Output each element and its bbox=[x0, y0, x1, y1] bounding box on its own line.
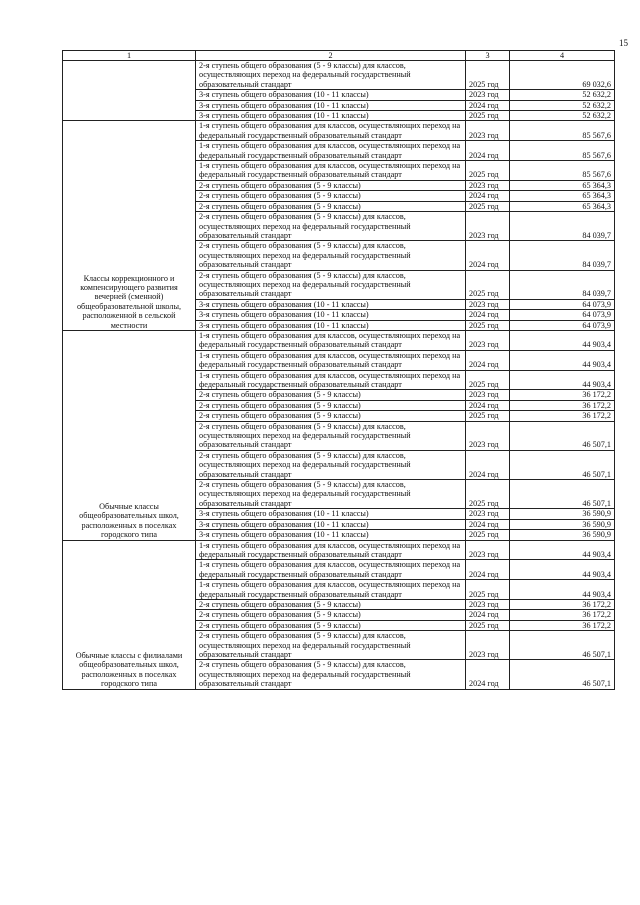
value-cell: 85 567,6 bbox=[510, 121, 615, 141]
year-cell: 2024 год bbox=[466, 100, 510, 110]
value-cell: 36 172,2 bbox=[510, 390, 615, 400]
year-cell: 2024 год bbox=[466, 400, 510, 410]
education-level-cell: 3-я ступень общего образования (10 - 11 классы) bbox=[196, 530, 466, 540]
year-cell: 2024 год bbox=[466, 191, 510, 201]
year-cell: 2025 год bbox=[466, 480, 510, 509]
year-cell: 2024 год bbox=[466, 241, 510, 270]
year-cell: 2023 год bbox=[466, 121, 510, 141]
education-level-cell: 1-я ступень общего образования для классов, осуществляющих переход на федеральный государственный образовательный стандарт bbox=[196, 330, 466, 350]
value-cell: 65 364,3 bbox=[510, 201, 615, 211]
column-header: 4 bbox=[510, 51, 615, 61]
year-cell: 2023 год bbox=[466, 599, 510, 609]
education-level-cell: 1-я ступень общего образования для классов, осуществляющих переход на федеральный государственный образовательный стандарт bbox=[196, 370, 466, 390]
value-cell: 36 172,2 bbox=[510, 599, 615, 609]
year-cell: 2023 год bbox=[466, 330, 510, 350]
year-cell: 2024 год bbox=[466, 310, 510, 320]
education-level-cell: 1-я ступень общего образования для классов, осуществляющих переход на федеральный государственный образовательный стандарт bbox=[196, 350, 466, 370]
value-cell: 46 507,1 bbox=[510, 660, 615, 689]
education-level-cell: 2-я ступень общего образования (5 - 9 классы) bbox=[196, 400, 466, 410]
value-cell: 84 039,7 bbox=[510, 212, 615, 241]
education-level-cell: 1-я ступень общего образования для классов, осуществляющих переход на федеральный государственный образовательный стандарт bbox=[196, 540, 466, 560]
education-level-cell: 2-я ступень общего образования (5 - 9 классы) для классов, осуществляющих переход на федеральный государственный образовательный стандарт bbox=[196, 631, 466, 660]
value-cell: 65 364,3 bbox=[510, 180, 615, 190]
year-cell: 2025 год bbox=[466, 201, 510, 211]
value-cell: 46 507,1 bbox=[510, 480, 615, 509]
value-cell: 44 903,4 bbox=[510, 330, 615, 350]
education-level-cell: 1-я ступень общего образования для классов, осуществляющих переход на федеральный государственный образовательный стандарт bbox=[196, 121, 466, 141]
year-cell: 2023 год bbox=[466, 212, 510, 241]
value-cell: 65 364,3 bbox=[510, 191, 615, 201]
education-level-cell: 3-я ступень общего образования (10 - 11 классы) bbox=[196, 100, 466, 110]
year-cell: 2024 год bbox=[466, 560, 510, 580]
education-level-cell: 1-я ступень общего образования для классов, осуществляющих переход на федеральный государственный образовательный стандарт bbox=[196, 580, 466, 600]
table-header-row bbox=[63, 51, 615, 61]
value-cell: 36 590,9 bbox=[510, 530, 615, 540]
education-level-cell: 2-я ступень общего образования (5 - 9 классы) bbox=[196, 390, 466, 400]
page-number: 15 bbox=[619, 38, 628, 48]
year-cell: 2025 год bbox=[466, 370, 510, 390]
education-level-cell: 2-я ступень общего образования (5 - 9 классы) для классов, осуществляющих переход на федеральный государственный образовательный стандарт bbox=[196, 241, 466, 270]
column-header: 2 bbox=[196, 51, 466, 61]
value-cell: 44 903,4 bbox=[510, 580, 615, 600]
year-cell: 2023 год bbox=[466, 390, 510, 400]
year-cell: 2023 год bbox=[466, 90, 510, 100]
year-cell: 2023 год bbox=[466, 509, 510, 519]
education-level-cell: 2-я ступень общего образования (5 - 9 классы) bbox=[196, 180, 466, 190]
education-level-cell: 2-я ступень общего образования (5 - 9 классы) bbox=[196, 191, 466, 201]
table-row bbox=[63, 330, 615, 350]
year-cell: 2025 год bbox=[466, 161, 510, 181]
education-level-cell: 2-я ступень общего образования (5 - 9 классы) bbox=[196, 620, 466, 630]
year-cell: 2023 год bbox=[466, 540, 510, 560]
year-cell: 2024 год bbox=[466, 141, 510, 161]
year-cell: 2024 год bbox=[466, 660, 510, 689]
table-row bbox=[63, 121, 615, 141]
education-level-cell: 2-я ступень общего образования (5 - 9 классы) bbox=[196, 411, 466, 421]
education-level-cell: 3-я ступень общего образования (10 - 11 классы) bbox=[196, 320, 466, 330]
year-cell: 2024 год bbox=[466, 350, 510, 370]
value-cell: 36 172,2 bbox=[510, 400, 615, 410]
education-level-cell: 3-я ступень общего образования (10 - 11 классы) bbox=[196, 299, 466, 309]
value-cell: 44 903,4 bbox=[510, 370, 615, 390]
year-cell: 2023 год bbox=[466, 631, 510, 660]
table-body bbox=[63, 61, 615, 690]
education-level-cell: 3-я ступень общего образования (10 - 11 классы) bbox=[196, 90, 466, 100]
education-level-cell: 2-я ступень общего образования (5 - 9 классы) для классов, осуществляющих переход на федеральный государственный образовательный стандарт bbox=[196, 421, 466, 450]
education-level-cell: 1-я ступень общего образования для классов, осуществляющих переход на федеральный государственный образовательный стандарт bbox=[196, 161, 466, 181]
year-cell: 2023 год bbox=[466, 299, 510, 309]
value-cell: 64 073,9 bbox=[510, 320, 615, 330]
value-cell: 44 903,4 bbox=[510, 350, 615, 370]
value-cell: 84 039,7 bbox=[510, 270, 615, 299]
year-cell: 2025 год bbox=[466, 320, 510, 330]
education-level-cell: 2-я ступень общего образования (5 - 9 классы) для классов, осуществляющих переход на федеральный государственный образовательный стандарт bbox=[196, 212, 466, 241]
value-cell: 46 507,1 bbox=[510, 631, 615, 660]
category-cell bbox=[63, 61, 196, 121]
table-row bbox=[63, 61, 615, 90]
education-level-cell: 2-я ступень общего образования (5 - 9 классы) bbox=[196, 201, 466, 211]
value-cell: 69 032,6 bbox=[510, 61, 615, 90]
value-cell: 52 632,2 bbox=[510, 100, 615, 110]
value-cell: 52 632,2 bbox=[510, 90, 615, 100]
education-level-cell: 3-я ступень общего образования (10 - 11 классы) bbox=[196, 310, 466, 320]
year-cell: 2023 год bbox=[466, 180, 510, 190]
value-cell: 85 567,6 bbox=[510, 161, 615, 181]
value-cell: 85 567,6 bbox=[510, 141, 615, 161]
education-level-cell: 3-я ступень общего образования (10 - 11 классы) bbox=[196, 111, 466, 121]
year-cell: 2024 год bbox=[466, 610, 510, 620]
value-cell: 36 172,2 bbox=[510, 620, 615, 630]
value-cell: 36 172,2 bbox=[510, 610, 615, 620]
value-cell: 44 903,4 bbox=[510, 540, 615, 560]
education-level-cell: 2-я ступень общего образования (5 - 9 классы) для классов, осуществляющих переход на федеральный государственный образовательный стандарт bbox=[196, 450, 466, 479]
column-header: 3 bbox=[466, 51, 510, 61]
value-cell: 64 073,9 bbox=[510, 310, 615, 320]
education-level-cell: 3-я ступень общего образования (10 - 11 классы) bbox=[196, 509, 466, 519]
value-cell: 52 632,2 bbox=[510, 111, 615, 121]
value-cell: 36 590,9 bbox=[510, 519, 615, 529]
value-cell: 36 590,9 bbox=[510, 509, 615, 519]
education-level-cell: 2-я ступень общего образования (5 - 9 классы) для классов, осуществляющих переход на федеральный государственный образовательный стандарт bbox=[196, 480, 466, 509]
education-level-cell: 1-я ступень общего образования для классов, осуществляющих переход на федеральный государственный образовательный стандарт bbox=[196, 560, 466, 580]
value-cell: 84 039,7 bbox=[510, 241, 615, 270]
education-level-cell: 2-я ступень общего образования (5 - 9 классы) bbox=[196, 610, 466, 620]
year-cell: 2023 год bbox=[466, 421, 510, 450]
category-cell: Обычные классы с филиалами общеобразовательных школ, расположенных в поселках городского типа bbox=[63, 540, 196, 689]
year-cell: 2024 год bbox=[466, 450, 510, 479]
year-cell: 2024 год bbox=[466, 519, 510, 529]
value-cell: 44 903,4 bbox=[510, 560, 615, 580]
category-cell: Обычные классы общеобразовательных школ, расположенных в поселках городского типа bbox=[63, 330, 196, 540]
education-level-cell: 2-я ступень общего образования (5 - 9 классы) bbox=[196, 599, 466, 609]
value-cell: 46 507,1 bbox=[510, 421, 615, 450]
year-cell: 2025 год bbox=[466, 580, 510, 600]
value-cell: 64 073,9 bbox=[510, 299, 615, 309]
table-row bbox=[63, 540, 615, 560]
year-cell: 2025 год bbox=[466, 111, 510, 121]
year-cell: 2025 год bbox=[466, 411, 510, 421]
year-cell: 2025 год bbox=[466, 61, 510, 90]
category-cell: Классы коррекционного и компенсирующего развития вечерней (сменной) общеобразовательной школы, расположенной в сельской местности bbox=[63, 121, 196, 331]
education-level-cell: 1-я ступень общего образования для классов, осуществляющих переход на федеральный государственный образовательный стандарт bbox=[196, 141, 466, 161]
education-level-cell: 3-я ступень общего образования (10 - 11 классы) bbox=[196, 519, 466, 529]
cost-norms-table bbox=[62, 50, 615, 690]
column-header: 1 bbox=[63, 51, 196, 61]
year-cell: 2025 год bbox=[466, 530, 510, 540]
year-cell: 2025 год bbox=[466, 620, 510, 630]
education-level-cell: 2-я ступень общего образования (5 - 9 классы) для классов, осуществляющих переход на федеральный государственный образовательный стандарт bbox=[196, 270, 466, 299]
year-cell: 2025 год bbox=[466, 270, 510, 299]
education-level-cell: 2-я ступень общего образования (5 - 9 классы) для классов, осуществляющих переход на федеральный государственный образовательный стандарт bbox=[196, 61, 466, 90]
education-level-cell: 2-я ступень общего образования (5 - 9 классы) для классов, осуществляющих переход на федеральный государственный образовательный стандарт bbox=[196, 660, 466, 689]
value-cell: 46 507,1 bbox=[510, 450, 615, 479]
value-cell: 36 172,2 bbox=[510, 411, 615, 421]
